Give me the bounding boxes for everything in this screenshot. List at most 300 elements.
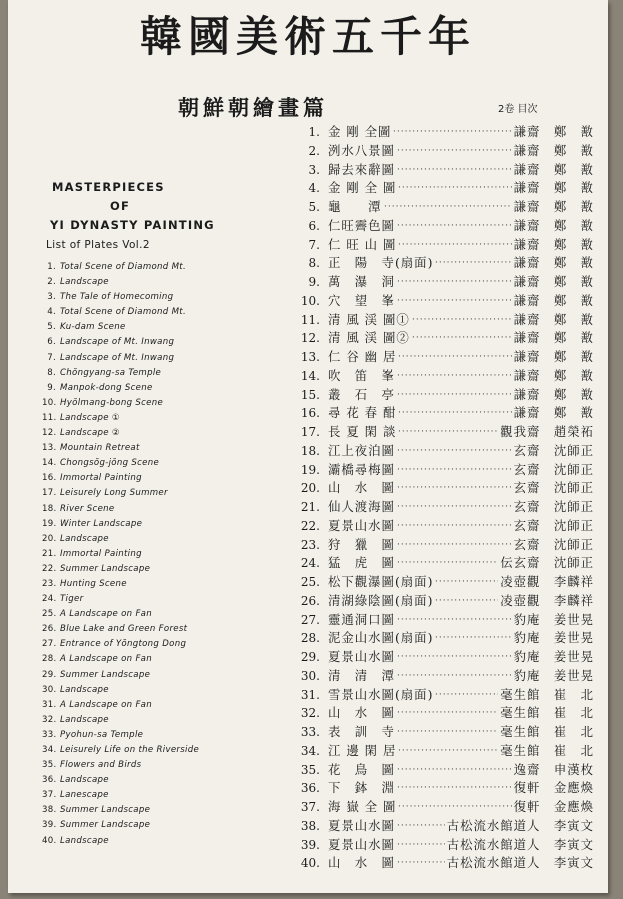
plate-number: 8. bbox=[47, 367, 56, 378]
plate-number: 20. bbox=[42, 533, 57, 544]
dot-leader bbox=[397, 854, 445, 873]
plate-number: 30. bbox=[42, 684, 57, 695]
plate-number: 26. bbox=[300, 593, 320, 608]
list-item bbox=[42, 683, 199, 698]
plate-number: 36. bbox=[300, 781, 320, 796]
plate-artist: 豹庵 姜世晃 bbox=[513, 667, 594, 683]
plate-artist: 謙齋 鄭 敾 bbox=[513, 124, 594, 139]
plate-artist: 凌壺觀 李麟祥 bbox=[500, 592, 594, 608]
plate-title: 龜 潭 bbox=[328, 199, 382, 214]
dot-leader bbox=[397, 442, 512, 461]
list-item bbox=[284, 704, 594, 723]
list-item bbox=[42, 502, 199, 517]
list-item bbox=[284, 404, 594, 423]
plate-title: Leisurely Life on the Riverside bbox=[60, 745, 200, 755]
plate-number: 34. bbox=[42, 745, 57, 755]
plate-title: Landscape of Mt. Inwang bbox=[60, 352, 175, 363]
plate-title: 吹 笛 峯 bbox=[328, 367, 395, 383]
list-item bbox=[42, 260, 199, 275]
plate-artist: 觀我齋 趙榮祏 bbox=[500, 424, 594, 439]
list-item bbox=[284, 161, 594, 180]
plate-title: Landscape bbox=[60, 835, 109, 846]
plate-number: 37. bbox=[42, 790, 57, 801]
plate-title: Landscape bbox=[60, 714, 109, 725]
plate-title: Landscape bbox=[60, 277, 109, 288]
list-item bbox=[284, 761, 594, 780]
plate-title: 仁旺霽色圖 bbox=[328, 217, 395, 233]
plate-number: 25. bbox=[300, 575, 320, 589]
plate-number: 11. bbox=[300, 312, 320, 327]
plate-title: Summer Landscape bbox=[60, 563, 151, 574]
list-item bbox=[42, 486, 199, 501]
plate-number: 28. bbox=[42, 654, 57, 665]
list-item bbox=[284, 592, 594, 611]
plate-title: A Landscape on Fan bbox=[60, 654, 153, 665]
plate-artist: 謙齋 鄭 敾 bbox=[513, 217, 594, 233]
dot-leader bbox=[397, 836, 445, 855]
list-item bbox=[284, 461, 594, 480]
plate-number: 22. bbox=[42, 563, 57, 574]
plate-title: 山 水 圖 bbox=[328, 480, 395, 496]
plate-number: 21. bbox=[42, 548, 57, 559]
list-item bbox=[42, 622, 199, 637]
plate-number: 5. bbox=[47, 322, 56, 333]
plate-title: 山 水 圖 bbox=[328, 705, 395, 721]
plate-number: 20. bbox=[300, 481, 320, 496]
plate-title: 金 剛 全圖 bbox=[328, 124, 392, 139]
plate-number: 19. bbox=[300, 462, 320, 477]
plate-number: 18. bbox=[300, 443, 320, 458]
plate-number: 5. bbox=[308, 200, 320, 214]
plate-artist: 謙齋 鄭 敾 bbox=[513, 180, 594, 196]
plate-number: 33. bbox=[42, 729, 57, 740]
list-item bbox=[284, 648, 594, 667]
list-item bbox=[42, 320, 199, 335]
plate-number: 23. bbox=[300, 537, 320, 552]
plate-number: 25. bbox=[42, 609, 57, 620]
plate-number: 27. bbox=[42, 639, 57, 650]
plate-title: Hunting Scene bbox=[60, 578, 127, 589]
plate-title: Summer Landscape bbox=[60, 805, 151, 816]
plate-number: 26. bbox=[42, 624, 57, 635]
plate-artist: 豹庵 姜世晃 bbox=[513, 611, 594, 627]
dot-leader bbox=[398, 179, 512, 198]
dot-leader bbox=[397, 498, 512, 517]
dot-leader bbox=[397, 554, 498, 573]
plate-title: 猛 虎 圖 bbox=[328, 555, 395, 571]
list-item bbox=[42, 637, 199, 652]
plate-title: 灞橋尋梅圖 bbox=[328, 461, 395, 477]
plate-artist: 玄齋 沈師正 bbox=[513, 442, 594, 458]
plate-number: 4. bbox=[47, 307, 56, 318]
list-item bbox=[284, 273, 594, 292]
heading-line-1: MASTERPIECES bbox=[52, 180, 165, 194]
plate-artist: 謙齋 鄭 敾 bbox=[513, 292, 594, 308]
list-item bbox=[42, 728, 199, 743]
list-item bbox=[284, 686, 594, 705]
list-item bbox=[284, 667, 594, 686]
list-item bbox=[42, 411, 199, 426]
dot-leader bbox=[397, 667, 512, 686]
dot-leader bbox=[412, 311, 512, 330]
plate-number: 14. bbox=[42, 458, 57, 469]
list-item bbox=[42, 592, 199, 607]
plate-artist: 謙齋 鄭 敾 bbox=[513, 349, 594, 364]
dot-leader bbox=[412, 329, 512, 348]
plate-title: 靈通洞口圖 bbox=[328, 611, 395, 627]
list-item bbox=[42, 305, 199, 320]
plate-number: 38. bbox=[300, 818, 320, 833]
plate-number: 22. bbox=[300, 518, 320, 533]
plate-title: 江 邊 閑 居 bbox=[328, 742, 397, 758]
list-item bbox=[284, 236, 594, 255]
plate-artist: 謙齋 鄭 敾 bbox=[513, 330, 594, 346]
volume-label: 2卷 目次 bbox=[498, 104, 538, 115]
plate-title: Flowers and Birds bbox=[60, 760, 142, 771]
plate-title: A Landscape on Fan bbox=[60, 609, 153, 620]
plate-title: Mountain Retreat bbox=[60, 443, 140, 454]
plate-number: 19. bbox=[42, 518, 57, 529]
list-item bbox=[284, 479, 594, 498]
list-item bbox=[284, 779, 594, 798]
dot-leader bbox=[397, 142, 512, 161]
plate-title: Chongsŏg-jŏng Scene bbox=[60, 458, 160, 469]
list-item bbox=[42, 426, 199, 441]
plate-number: 37. bbox=[300, 800, 320, 814]
plate-number: 33. bbox=[300, 725, 320, 739]
plate-title: Landscape ① bbox=[60, 412, 120, 423]
korean-plate-list bbox=[284, 123, 594, 873]
dot-leader bbox=[397, 704, 498, 723]
plate-artist: 謙齋 鄭 敾 bbox=[513, 142, 594, 158]
plate-title: 金 剛 全 圖 bbox=[328, 180, 397, 196]
plate-title: 仙人渡海圖 bbox=[328, 499, 395, 514]
plate-title: 清 清 潭 bbox=[328, 667, 395, 683]
list-item bbox=[284, 217, 594, 236]
list-item bbox=[42, 562, 199, 577]
plate-artist: 古松流水館道人 李寅文 bbox=[446, 836, 594, 852]
dot-leader bbox=[397, 723, 498, 742]
dot-leader bbox=[397, 536, 512, 555]
plate-number: 35. bbox=[300, 762, 320, 777]
plate-title: 清湖綠陰圖(扇面) bbox=[328, 592, 434, 608]
plate-title: Immortal Painting bbox=[60, 548, 142, 559]
list-item bbox=[42, 351, 199, 366]
list-item bbox=[284, 798, 594, 817]
plate-number: 9. bbox=[308, 275, 320, 289]
plate-number: 6. bbox=[308, 218, 320, 233]
list-item bbox=[42, 668, 199, 683]
plate-title: Landscape bbox=[60, 775, 109, 786]
plate-number: 11. bbox=[42, 412, 57, 423]
plate-artist: 毫生館 崔 北 bbox=[500, 724, 594, 739]
plate-title: 穴 望 峯 bbox=[328, 292, 395, 308]
list-item bbox=[42, 396, 199, 411]
list-item bbox=[284, 442, 594, 461]
plate-title: Blue Lake and Green Forest bbox=[60, 624, 188, 635]
catalog-page bbox=[8, 0, 608, 893]
heading-line-3: YI DYNASTY PAINTING bbox=[50, 218, 215, 232]
plate-number: 4. bbox=[308, 181, 320, 196]
plate-title: 海 嶽 全 圖 bbox=[328, 799, 397, 814]
list-item bbox=[284, 386, 594, 405]
list-item bbox=[42, 652, 199, 667]
dot-leader bbox=[435, 254, 512, 273]
plate-artist: 謙齋 鄭 敾 bbox=[513, 236, 594, 252]
plate-artist: 謙齋 鄭 敾 bbox=[513, 367, 594, 383]
list-item bbox=[42, 788, 199, 803]
plate-title: 花 鳥 圖 bbox=[328, 761, 395, 777]
plate-artist: 毫生館 崔 北 bbox=[500, 686, 594, 702]
plate-number: 10. bbox=[300, 293, 320, 308]
plate-number: 12. bbox=[300, 331, 320, 346]
plate-title: Pyohun-sa Temple bbox=[60, 729, 144, 740]
plate-number: 12. bbox=[42, 428, 57, 439]
plate-number: 36. bbox=[42, 775, 57, 786]
plate-number: 16. bbox=[300, 406, 320, 421]
list-item bbox=[42, 607, 199, 622]
plate-number: 1. bbox=[47, 262, 56, 272]
plate-title: 夏景山水圖 bbox=[328, 517, 395, 533]
list-item bbox=[42, 441, 199, 456]
plate-title: Total Scene of Diamond Mt. bbox=[60, 262, 186, 272]
list-item bbox=[284, 573, 594, 592]
plate-title: 洌水八景圖 bbox=[328, 142, 395, 158]
plate-title: 叢 石 亭 bbox=[328, 386, 395, 402]
plate-number: 23. bbox=[42, 578, 57, 589]
list-item bbox=[284, 854, 594, 873]
plate-title: Ku-dam Scene bbox=[60, 322, 126, 333]
plate-title: Entrance of Yŏngtong Dong bbox=[60, 639, 187, 650]
plate-number: 14. bbox=[300, 368, 320, 383]
dot-leader bbox=[384, 198, 512, 217]
plate-number: 1. bbox=[308, 125, 320, 139]
plate-title: 泥金山水圖(扇面) bbox=[328, 630, 434, 646]
plate-number: 29. bbox=[300, 650, 320, 664]
plate-number: 39. bbox=[300, 837, 320, 852]
dot-leader bbox=[397, 517, 512, 536]
dot-leader bbox=[435, 629, 512, 648]
list-item bbox=[284, 142, 594, 161]
list-item bbox=[42, 381, 199, 396]
list-item bbox=[284, 348, 594, 367]
dot-leader bbox=[435, 573, 498, 592]
list-item bbox=[284, 742, 594, 761]
list-item bbox=[42, 335, 199, 350]
dot-leader bbox=[398, 404, 512, 423]
plate-artist: 伝玄齋 沈師正 bbox=[500, 555, 594, 571]
plate-title: Manpok-dong Scene bbox=[60, 382, 153, 393]
plate-number: 29. bbox=[42, 669, 57, 680]
list-item bbox=[42, 758, 199, 773]
dot-leader bbox=[397, 611, 512, 630]
dot-leader bbox=[397, 461, 512, 480]
plate-artist: 凌壺觀 李麟祥 bbox=[500, 574, 594, 589]
plate-number: 2. bbox=[47, 277, 56, 288]
plate-number: 34. bbox=[300, 743, 320, 758]
list-item bbox=[42, 532, 199, 547]
list-item bbox=[284, 836, 594, 855]
plate-number: 15. bbox=[300, 387, 320, 402]
plate-artist: 復軒 金應煥 bbox=[513, 780, 594, 796]
dot-leader bbox=[398, 798, 512, 817]
plate-number: 28. bbox=[300, 631, 320, 646]
plate-title: 夏景山水圖 bbox=[328, 817, 395, 833]
list-item bbox=[284, 367, 594, 386]
plate-artist: 毫生館 崔 北 bbox=[500, 742, 594, 758]
plate-number: 7. bbox=[308, 237, 320, 252]
plate-title: 清 風 渓 圖② bbox=[328, 330, 410, 346]
plate-number: 10. bbox=[42, 397, 57, 408]
list-item bbox=[284, 629, 594, 648]
list-item bbox=[284, 423, 594, 442]
plate-number: 27. bbox=[300, 612, 320, 627]
plate-title: Summer Landscape bbox=[60, 669, 151, 680]
plate-title: Landscape of Mt. Inwang bbox=[60, 337, 175, 348]
plate-title: Tiger bbox=[60, 594, 84, 605]
list-item bbox=[284, 311, 594, 330]
dot-leader bbox=[397, 817, 445, 836]
plate-title: The Tale of Homecoming bbox=[60, 292, 174, 303]
dot-leader bbox=[397, 479, 512, 498]
dot-leader bbox=[393, 123, 512, 142]
plate-artist: 豹庵 姜世晃 bbox=[513, 630, 594, 646]
plate-title: Winter Landscape bbox=[60, 518, 143, 529]
heading-line-2: OF bbox=[110, 199, 131, 213]
dot-leader bbox=[398, 236, 512, 255]
plate-number: 31. bbox=[300, 687, 320, 702]
list-item bbox=[42, 275, 199, 290]
plate-number: 17. bbox=[300, 425, 320, 439]
list-item bbox=[284, 292, 594, 311]
plate-artist: 玄齋 沈師正 bbox=[513, 499, 594, 514]
plate-title: 歸去來辭圖 bbox=[328, 161, 395, 177]
list-item bbox=[42, 803, 199, 818]
list-item bbox=[42, 818, 199, 833]
list-item bbox=[284, 536, 594, 555]
subtitle: 朝鮮朝繪畫篇 bbox=[178, 95, 328, 120]
list-item bbox=[42, 577, 199, 592]
plate-number: 3. bbox=[308, 162, 320, 177]
dot-leader bbox=[397, 367, 512, 386]
list-item bbox=[42, 547, 199, 562]
plate-number: 30. bbox=[300, 668, 320, 683]
list-item bbox=[284, 254, 594, 273]
plate-artist: 謙齋 鄭 敾 bbox=[513, 405, 594, 421]
plate-title: 仁 旺 山 圖 bbox=[328, 236, 397, 252]
plate-title: 長 夏 閑 談 bbox=[328, 424, 397, 439]
list-item bbox=[284, 498, 594, 517]
english-heading bbox=[50, 178, 250, 235]
plate-title: 夏景山水圖 bbox=[328, 836, 395, 852]
list-label: List of Plates Vol.2 bbox=[46, 239, 150, 251]
list-item bbox=[42, 290, 199, 305]
plate-number: 18. bbox=[42, 503, 57, 514]
plate-title: 狩 獵 圖 bbox=[328, 536, 395, 552]
plate-title: Chŏngyang-sa Temple bbox=[60, 367, 162, 378]
plate-title: Landscape ② bbox=[60, 428, 120, 439]
plate-title: Landscape bbox=[60, 684, 109, 695]
plate-title: 夏景山水圖 bbox=[328, 649, 395, 664]
list-item bbox=[284, 723, 594, 742]
list-item bbox=[284, 817, 594, 836]
list-item bbox=[42, 456, 199, 471]
list-item bbox=[284, 554, 594, 573]
plate-title: 正 陽 寺(扇面) bbox=[328, 255, 434, 271]
list-item bbox=[284, 329, 594, 348]
plate-title: 江上夜泊圖 bbox=[328, 442, 395, 458]
plate-number: 31. bbox=[42, 699, 57, 710]
plate-number: 38. bbox=[42, 805, 57, 816]
plate-number: 8. bbox=[308, 256, 320, 271]
dot-leader bbox=[435, 686, 498, 705]
plate-number: 35. bbox=[42, 760, 57, 771]
plate-title: 清 風 渓 圖① bbox=[328, 311, 410, 327]
plate-number: 7. bbox=[47, 352, 56, 363]
plate-title: 萬 瀑 洞 bbox=[328, 274, 395, 289]
list-item bbox=[284, 198, 594, 217]
list-item bbox=[42, 713, 199, 728]
plate-number: 3. bbox=[47, 292, 56, 303]
dot-leader bbox=[397, 292, 512, 311]
plate-artist: 逸齋 申漢枚 bbox=[513, 761, 594, 777]
plate-number: 24. bbox=[300, 556, 320, 571]
english-plate-list bbox=[42, 260, 199, 849]
plate-title: A Landscape on Fan bbox=[60, 699, 153, 710]
list-item bbox=[284, 123, 594, 142]
dot-leader bbox=[398, 348, 512, 367]
plate-artist: 謙齋 鄭 敾 bbox=[513, 386, 594, 402]
plate-title: Lanescape bbox=[60, 790, 109, 801]
plate-title: 雪景山水圖(扇面) bbox=[328, 686, 434, 702]
plate-number: 9. bbox=[47, 382, 56, 393]
plate-number: 17. bbox=[42, 488, 57, 499]
plate-title: 表 訓 寺 bbox=[328, 724, 395, 739]
plate-number: 6. bbox=[47, 337, 56, 348]
plate-title: 松下觀瀑圖(扇面) bbox=[328, 574, 434, 589]
list-item bbox=[284, 517, 594, 536]
plate-artist: 玄齋 沈師正 bbox=[513, 517, 594, 533]
plate-title: Hyŏlmang-bong Scene bbox=[60, 397, 164, 408]
plate-artist: 玄齋 沈師正 bbox=[513, 536, 594, 552]
plate-number: 2. bbox=[308, 143, 320, 158]
dot-leader bbox=[397, 386, 512, 405]
plate-number: 13. bbox=[300, 350, 320, 364]
dot-leader bbox=[397, 779, 512, 798]
plate-number: 39. bbox=[42, 820, 57, 831]
plate-title: Summer Landscape bbox=[60, 820, 151, 831]
plate-number: 32. bbox=[300, 706, 320, 721]
plate-number: 40. bbox=[300, 856, 320, 871]
dot-leader bbox=[397, 217, 512, 236]
dot-leader bbox=[397, 273, 512, 292]
list-item bbox=[42, 517, 199, 532]
plate-number: 24. bbox=[42, 594, 57, 605]
dot-leader bbox=[397, 648, 512, 667]
plate-artist: 古松流水館道人 李寅文 bbox=[446, 817, 594, 833]
dot-leader bbox=[398, 742, 498, 761]
plate-number: 40. bbox=[42, 835, 57, 846]
plate-artist: 毫生館 崔 北 bbox=[500, 705, 594, 721]
plate-title: Leisurely Long Summer bbox=[60, 488, 168, 499]
plate-artist: 謙齋 鄭 敾 bbox=[513, 199, 594, 214]
plate-artist: 豹庵 姜世晃 bbox=[513, 649, 594, 664]
plate-artist: 謙齋 鄭 敾 bbox=[513, 161, 594, 177]
plate-number: 16. bbox=[42, 473, 57, 484]
dot-leader bbox=[397, 161, 512, 180]
list-item bbox=[42, 698, 199, 713]
plate-artist: 玄齋 沈師正 bbox=[513, 461, 594, 477]
